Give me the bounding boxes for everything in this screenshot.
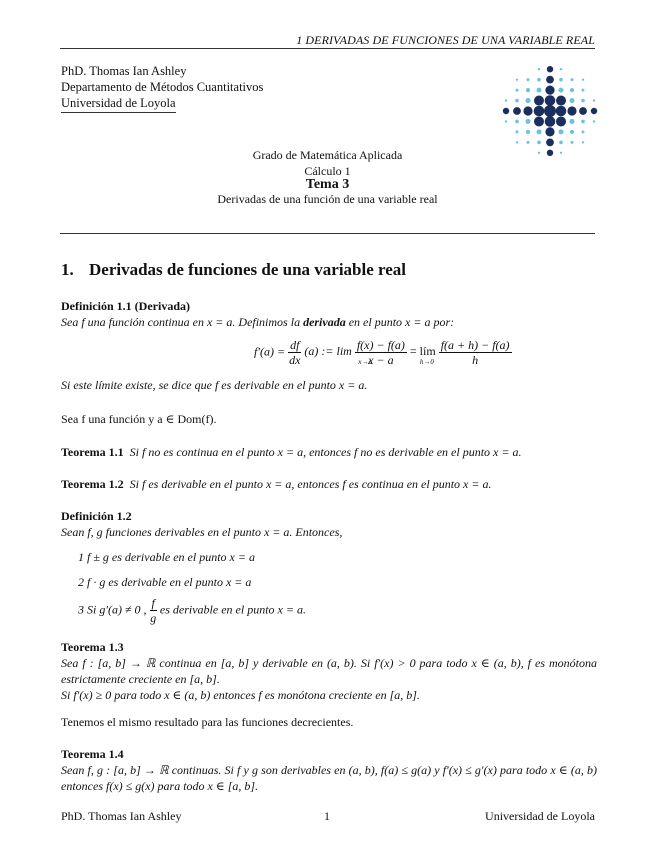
logo-dot bbox=[534, 106, 545, 117]
logo-dot bbox=[516, 78, 518, 80]
logo-dot bbox=[505, 120, 507, 122]
logo-dot bbox=[582, 130, 585, 133]
logo-dot bbox=[516, 141, 518, 143]
logo-dot bbox=[544, 105, 556, 117]
footer-page-number: 1 bbox=[324, 809, 330, 823]
paragraph-domain: Sea f una función y a ∈ Dom(f). bbox=[61, 412, 217, 426]
topic-title: Tema 3 bbox=[305, 177, 350, 192]
logo-dot bbox=[523, 106, 532, 115]
logo-dot bbox=[545, 127, 554, 136]
university-logo bbox=[502, 66, 598, 156]
logo-dot bbox=[536, 129, 541, 134]
logo-dot bbox=[582, 141, 584, 143]
logo-dot bbox=[569, 98, 574, 103]
definition-1-2: Definición 1.2 Sean f, g funciones derivables en el punto x = a. Entonces, bbox=[61, 509, 343, 539]
logo-dot bbox=[537, 78, 541, 82]
logo-dot bbox=[525, 119, 530, 124]
logo-dot bbox=[569, 119, 574, 124]
logo-dot bbox=[545, 95, 556, 106]
logo-dot bbox=[547, 66, 553, 72]
logo-dot bbox=[559, 141, 563, 145]
definition-heading: Definición 1.1 (Derivada) bbox=[61, 299, 190, 313]
logo-dot bbox=[537, 141, 541, 145]
logo-dot bbox=[527, 78, 530, 81]
author-department: Departamento de Métodos Cuantitativos bbox=[61, 80, 264, 94]
theorem-1-1: Teorema 1.1 Si f no es continua en el punto x = a, entonces f no es derivable en el punto x = a. bbox=[61, 445, 522, 459]
author-name: PhD. Thomas Ian Ashley bbox=[61, 64, 187, 78]
topic-subtitle: Derivadas de una función de una variable real bbox=[217, 192, 438, 206]
section-number: 1. bbox=[61, 260, 74, 279]
logo-dot bbox=[513, 107, 521, 115]
logo-dot bbox=[556, 96, 566, 106]
logo-dot bbox=[525, 98, 530, 103]
logo-dot bbox=[591, 108, 597, 114]
logo-dot bbox=[558, 129, 563, 134]
logo-dot bbox=[546, 138, 554, 146]
logo-dot bbox=[516, 130, 519, 133]
running-header: 1 DERIVADAS DE FUNCIONES DE UNA VARIABLE REAL bbox=[296, 33, 595, 47]
footer-university: Universidad de Loyola bbox=[485, 809, 595, 823]
list-item: 2 f · g es derivable en el punto x = a bbox=[78, 575, 252, 589]
logo-dot bbox=[582, 78, 584, 80]
logo-dot bbox=[582, 89, 585, 92]
logo-dot bbox=[570, 88, 574, 92]
logo-dot bbox=[558, 88, 563, 93]
logo-dot bbox=[593, 120, 595, 122]
derivative-formula: f′(a) = $\frac{df}{dx}$ (a) := lim x→a $\frac{f(x) - f(a)}{x - a}$ = lím h→0 $\frac{f(a + h) - f(a)}{h}$ bbox=[254, 338, 510, 367]
title-rule bbox=[60, 233, 595, 234]
logo-dot bbox=[571, 141, 574, 144]
degree-line: Grado de Matemática Aplicada bbox=[252, 148, 403, 162]
logo-dot bbox=[567, 106, 576, 115]
header-rule bbox=[60, 48, 595, 49]
logo-dot bbox=[536, 88, 541, 93]
logo-dot bbox=[534, 96, 544, 106]
definition-text: Sea f una función continua en x = a. Definimos la derivada en el punto x = a por: bbox=[61, 315, 455, 329]
footer-author: PhD. Thomas Ian Ashley bbox=[61, 809, 182, 823]
logo-dot bbox=[526, 130, 530, 134]
logo-dot bbox=[571, 78, 574, 81]
logo-dot bbox=[581, 120, 585, 124]
author-university: Universidad de Loyola bbox=[61, 95, 176, 113]
logo-dot bbox=[560, 68, 562, 70]
logo-dot bbox=[579, 107, 587, 115]
theorem-1-4: Teorema 1.4 Sean f, g : [a, b] → ℝ continuas. Si f y g son derivables en (a, b), f(a) ≤ g(a) y f′(x) ≤ g′(x) para todo x ∈ (a, b) entonces f(x) ≤ g(x) para todo x ∈ [a, b]. bbox=[61, 747, 597, 793]
list-item: 1 f ± g es derivable en el punto x = a bbox=[78, 550, 255, 564]
logo-dot bbox=[581, 99, 585, 103]
logo-dot bbox=[559, 78, 563, 82]
paragraph-decreasing: Tenemos el mismo resultado para las funciones decrecientes. bbox=[61, 715, 354, 729]
list-item: 3 Si g′(a) ≠ 0 , $\frac{f}{g}$ es derivable en el punto x = a. bbox=[78, 596, 306, 625]
logo-dot bbox=[538, 68, 540, 70]
course-line: Cálculo 1 bbox=[304, 164, 351, 178]
logo-dot bbox=[570, 130, 574, 134]
logo-dot bbox=[556, 116, 566, 126]
author-block bbox=[61, 63, 263, 113]
logo-dot bbox=[505, 99, 507, 101]
logo-dot bbox=[515, 120, 519, 124]
section-title: Derivadas de funciones de una variable real bbox=[89, 260, 407, 279]
logo-dot bbox=[545, 116, 556, 127]
logo-dot bbox=[545, 86, 554, 95]
logo-dot bbox=[515, 99, 519, 103]
logo-dot bbox=[526, 88, 530, 92]
definition-remark: Si este límite existe, se dice que f es derivable en el punto x = a. bbox=[61, 378, 368, 392]
definition-1-1 bbox=[61, 298, 597, 330]
theorem-1-3: Teorema 1.3 Sea f : [a, b] → ℝ continua en [a, b] y derivable en (a, b). Si f′(x) > 0 para todo x ∈ (a, b), f es monótona estrictamente creciente en [a, b]. Si f′(x) ≥ 0 para todo x ∈ (a, b) entonces f es monótona creciente en [a, b]. bbox=[61, 640, 597, 702]
logo-dot bbox=[534, 116, 544, 126]
logo-dot bbox=[503, 108, 509, 114]
theorem-1-2: Teorema 1.2 Si f es derivable en el punto x = a, entonces f es continua en el punto x = a. bbox=[61, 477, 492, 491]
logo-dot bbox=[546, 76, 554, 84]
logo-dot bbox=[527, 141, 530, 144]
logo-dot bbox=[516, 89, 519, 92]
section-heading bbox=[61, 260, 406, 280]
logo-dot bbox=[556, 106, 567, 117]
logo-dot bbox=[593, 99, 595, 101]
